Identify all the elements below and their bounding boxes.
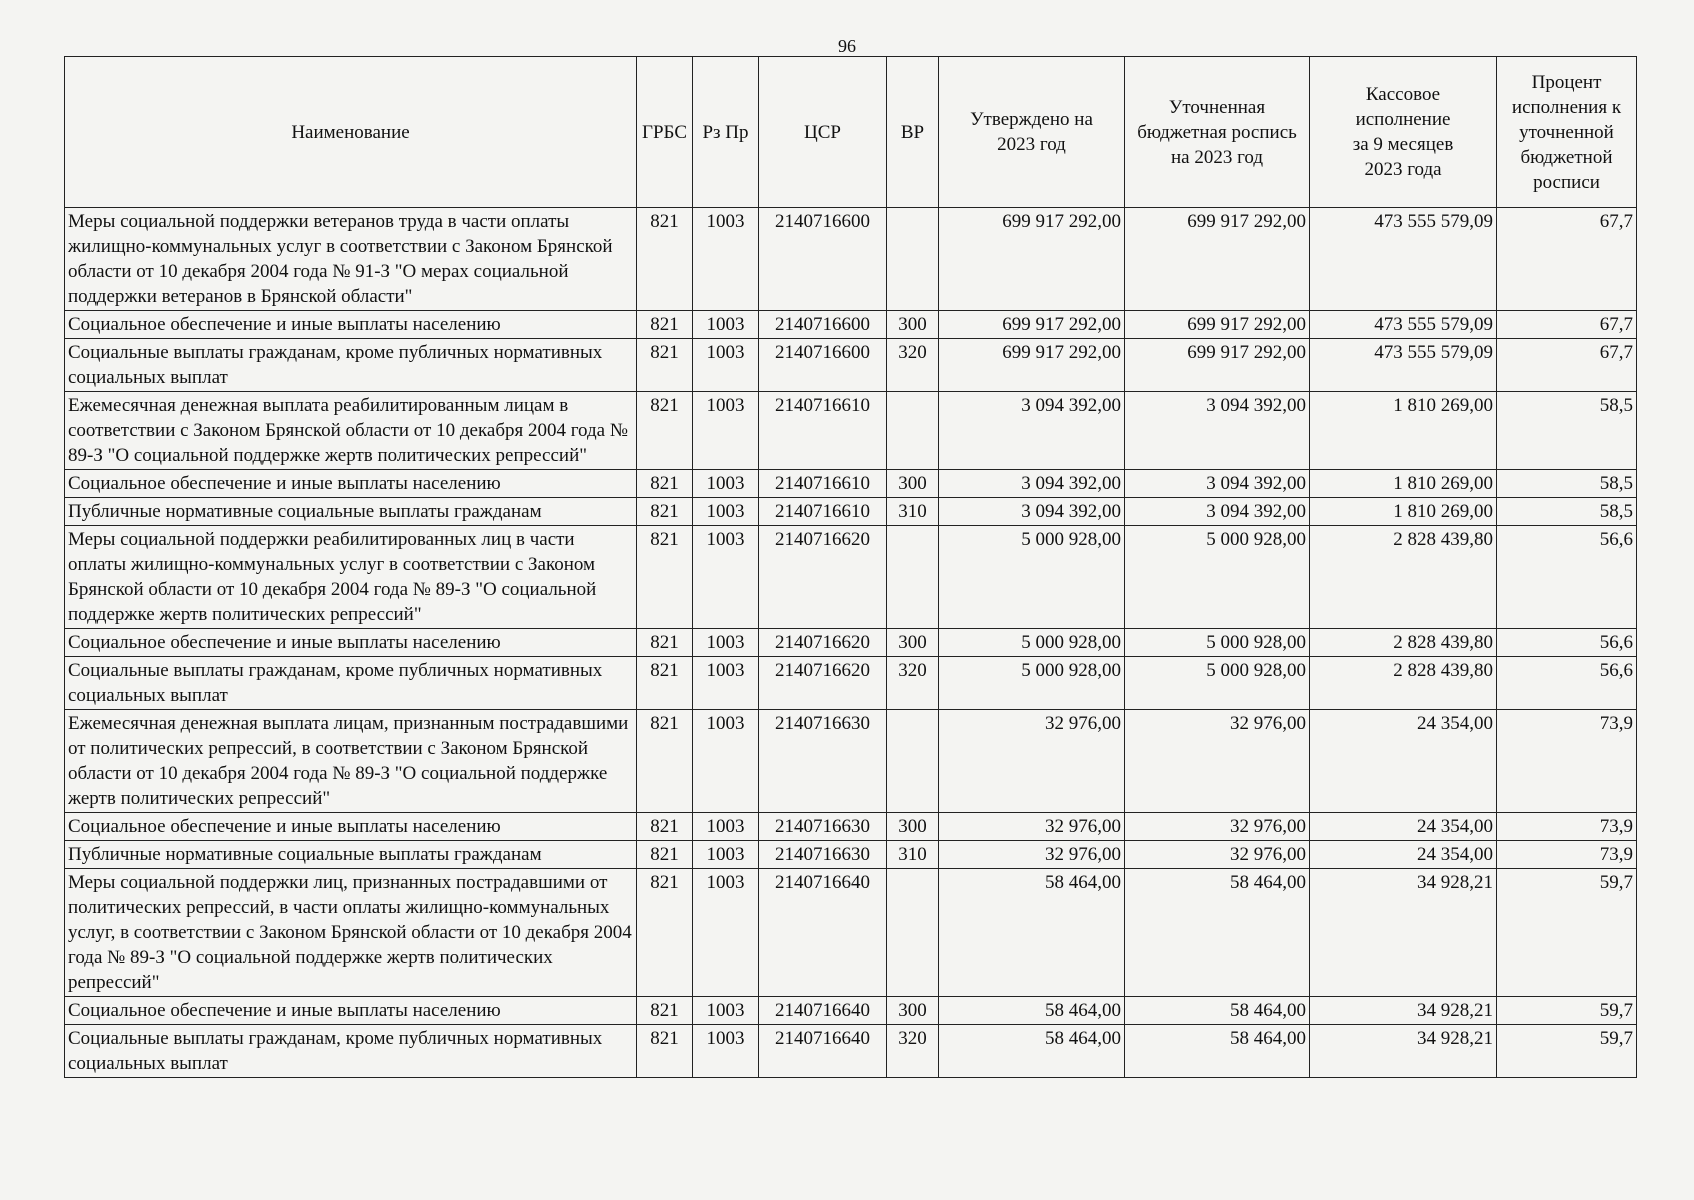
cell-csr: 2140716600: [759, 339, 887, 392]
cell-approved: 58 464,00: [939, 869, 1125, 997]
cell-percent: 56,6: [1497, 526, 1637, 629]
cell-cash: 1 810 269,00: [1310, 392, 1497, 470]
cell-grbs: 821: [637, 208, 693, 311]
cell-grbs: 821: [637, 657, 693, 710]
cell-grbs: 821: [637, 339, 693, 392]
cell-grbs: 821: [637, 526, 693, 629]
cell-csr: 2140716630: [759, 841, 887, 869]
cell-refined: 58 464,00: [1125, 869, 1310, 997]
cell-vr: [887, 869, 939, 997]
cell-approved: 58 464,00: [939, 997, 1125, 1025]
header-approved: Утверждено на 2023 год: [939, 57, 1125, 208]
cell-cash: 34 928,21: [1310, 869, 1497, 997]
cell-approved: 5 000 928,00: [939, 629, 1125, 657]
cell-csr: 2140716620: [759, 657, 887, 710]
table-row: [65, 1025, 1637, 1078]
cell-approved: 58 464,00: [939, 1025, 1125, 1078]
table-row: [65, 311, 1637, 339]
cell-refined: 699 917 292,00: [1125, 339, 1310, 392]
cell-rzpr: 1003: [693, 392, 759, 470]
cell-csr: 2140716640: [759, 1025, 887, 1078]
cell-percent: 59,7: [1497, 1025, 1637, 1078]
header-percent: Процент исполнения к уточненной бюджетной росписи: [1497, 57, 1637, 208]
cell-csr: 2140716630: [759, 813, 887, 841]
cell-grbs: 821: [637, 997, 693, 1025]
cell-grbs: 821: [637, 498, 693, 526]
cell-rzpr: 1003: [693, 841, 759, 869]
table-row: [65, 869, 1637, 997]
cell-rzpr: 1003: [693, 498, 759, 526]
cell-name: Социальные выплаты гражданам, кроме публичных нормативных социальных выплат: [65, 339, 637, 392]
header-vr: ВР: [887, 57, 939, 208]
cell-grbs: 821: [637, 392, 693, 470]
cell-percent: 67,7: [1497, 311, 1637, 339]
cell-name: Социальное обеспечение и иные выплаты населению: [65, 311, 637, 339]
cell-refined: 699 917 292,00: [1125, 208, 1310, 311]
header-grbs: ГРБС: [637, 57, 693, 208]
cell-grbs: 821: [637, 710, 693, 813]
cell-refined: 5 000 928,00: [1125, 657, 1310, 710]
cell-rzpr: 1003: [693, 311, 759, 339]
table-row: [65, 710, 1637, 813]
cell-csr: 2140716610: [759, 392, 887, 470]
cell-name: Социальное обеспечение и иные выплаты населению: [65, 470, 637, 498]
table-row: [65, 339, 1637, 392]
cell-vr: 300: [887, 629, 939, 657]
cell-grbs: 821: [637, 311, 693, 339]
cell-cash: 473 555 579,09: [1310, 339, 1497, 392]
header-rzpr: Рз Пр: [693, 57, 759, 208]
table-row: [65, 498, 1637, 526]
cell-name: Социальное обеспечение и иные выплаты населению: [65, 997, 637, 1025]
cell-approved: 699 917 292,00: [939, 208, 1125, 311]
cell-percent: 59,7: [1497, 869, 1637, 997]
cell-percent: 58,5: [1497, 498, 1637, 526]
cell-cash: 473 555 579,09: [1310, 311, 1497, 339]
cell-percent: 67,7: [1497, 208, 1637, 311]
cell-cash: 24 354,00: [1310, 710, 1497, 813]
cell-csr: 2140716610: [759, 470, 887, 498]
cell-vr: 320: [887, 1025, 939, 1078]
cell-csr: 2140716600: [759, 311, 887, 339]
cell-csr: 2140716630: [759, 710, 887, 813]
cell-csr: 2140716600: [759, 208, 887, 311]
cell-approved: 5 000 928,00: [939, 526, 1125, 629]
cell-cash: 1 810 269,00: [1310, 498, 1497, 526]
table-body: [65, 208, 1637, 1078]
cell-refined: 3 094 392,00: [1125, 498, 1310, 526]
table-row: [65, 470, 1637, 498]
cell-vr: 300: [887, 997, 939, 1025]
cell-approved: 32 976,00: [939, 841, 1125, 869]
cell-rzpr: 1003: [693, 629, 759, 657]
cell-cash: 24 354,00: [1310, 841, 1497, 869]
table-row: [65, 657, 1637, 710]
cell-percent: 67,7: [1497, 339, 1637, 392]
cell-vr: 310: [887, 841, 939, 869]
cell-cash: 24 354,00: [1310, 813, 1497, 841]
cell-percent: 56,6: [1497, 657, 1637, 710]
cell-cash: 34 928,21: [1310, 997, 1497, 1025]
cell-name: Публичные нормативные социальные выплаты гражданам: [65, 841, 637, 869]
cell-name: Ежемесячная денежная выплата реабилитированным лицам в соответствии с Законом Брянской области от 10 декабря 2004 года № 89-З "О социальной поддержке жертв политических репрессий": [65, 392, 637, 470]
cell-cash: 2 828 439,80: [1310, 657, 1497, 710]
cell-vr: 300: [887, 470, 939, 498]
cell-vr: 320: [887, 657, 939, 710]
cell-refined: 3 094 392,00: [1125, 470, 1310, 498]
cell-name: Социальное обеспечение и иные выплаты населению: [65, 813, 637, 841]
cell-percent: 58,5: [1497, 470, 1637, 498]
cell-rzpr: 1003: [693, 1025, 759, 1078]
cell-name: Социальное обеспечение и иные выплаты населению: [65, 629, 637, 657]
cell-approved: 3 094 392,00: [939, 392, 1125, 470]
budget-table: [64, 56, 1637, 1078]
cell-cash: 34 928,21: [1310, 1025, 1497, 1078]
cell-cash: 2 828 439,80: [1310, 526, 1497, 629]
cell-vr: [887, 710, 939, 813]
cell-approved: 699 917 292,00: [939, 339, 1125, 392]
cell-cash: 473 555 579,09: [1310, 208, 1497, 311]
cell-csr: 2140716610: [759, 498, 887, 526]
cell-name: Социальные выплаты гражданам, кроме публичных нормативных социальных выплат: [65, 1025, 637, 1078]
cell-rzpr: 1003: [693, 710, 759, 813]
cell-percent: 73,9: [1497, 813, 1637, 841]
cell-vr: 300: [887, 813, 939, 841]
cell-percent: 73,9: [1497, 710, 1637, 813]
cell-vr: 300: [887, 311, 939, 339]
cell-rzpr: 1003: [693, 813, 759, 841]
cell-approved: 3 094 392,00: [939, 498, 1125, 526]
cell-refined: 32 976,00: [1125, 813, 1310, 841]
cell-percent: 59,7: [1497, 997, 1637, 1025]
cell-rzpr: 1003: [693, 208, 759, 311]
cell-refined: 5 000 928,00: [1125, 629, 1310, 657]
table-row: [65, 526, 1637, 629]
cell-vr: [887, 526, 939, 629]
cell-csr: 2140716620: [759, 629, 887, 657]
cell-grbs: 821: [637, 629, 693, 657]
table-row: [65, 841, 1637, 869]
cell-rzpr: 1003: [693, 470, 759, 498]
cell-approved: 3 094 392,00: [939, 470, 1125, 498]
cell-refined: 699 917 292,00: [1125, 311, 1310, 339]
cell-cash: 2 828 439,80: [1310, 629, 1497, 657]
table-row: [65, 392, 1637, 470]
cell-approved: 32 976,00: [939, 813, 1125, 841]
table-row: [65, 813, 1637, 841]
page-number: 96: [838, 36, 856, 56]
cell-approved: 5 000 928,00: [939, 657, 1125, 710]
cell-rzpr: 1003: [693, 526, 759, 629]
cell-grbs: 821: [637, 841, 693, 869]
cell-name: Меры социальной поддержки реабилитированных лиц в части оплаты жилищно-коммунальных услуг в соответствии с Законом Брянской области от 10 декабря 2004 года № 89-З "О социальной поддержке жертв политических репрессий": [65, 526, 637, 629]
cell-refined: 58 464,00: [1125, 1025, 1310, 1078]
cell-approved: 699 917 292,00: [939, 311, 1125, 339]
cell-csr: 2140716640: [759, 997, 887, 1025]
table-row: [65, 997, 1637, 1025]
cell-vr: 320: [887, 339, 939, 392]
cell-rzpr: 1003: [693, 997, 759, 1025]
cell-grbs: 821: [637, 470, 693, 498]
cell-grbs: 821: [637, 1025, 693, 1078]
cell-name: Меры социальной поддержки лиц, признанных пострадавшими от политических репрессий, в части оплаты жилищно-коммунальных услуг, в соответствии с Законом Брянской области от 10 декабря 2004 года № 89-З "О социальной поддержке жертв политических репрессий": [65, 869, 637, 997]
cell-refined: 58 464,00: [1125, 997, 1310, 1025]
cell-vr: [887, 208, 939, 311]
cell-cash: 1 810 269,00: [1310, 470, 1497, 498]
header-refined: Уточненная бюджетная роспись на 2023 год: [1125, 57, 1310, 208]
cell-rzpr: 1003: [693, 657, 759, 710]
cell-csr: 2140716620: [759, 526, 887, 629]
cell-name: Публичные нормативные социальные выплаты гражданам: [65, 498, 637, 526]
header-name: Наименование: [65, 57, 637, 208]
cell-csr: 2140716640: [759, 869, 887, 997]
header-csr: ЦСР: [759, 57, 887, 208]
cell-name: Меры социальной поддержки ветеранов труда в части оплаты жилищно-коммунальных услуг в соответствии с Законом Брянской области от 10 декабря 2004 года № 91-З "О мерах социальной поддержки ветеранов в Брянской области": [65, 208, 637, 311]
cell-refined: 32 976,00: [1125, 710, 1310, 813]
table-header-row: [65, 57, 1637, 208]
cell-percent: 73,9: [1497, 841, 1637, 869]
cell-vr: [887, 392, 939, 470]
cell-refined: 3 094 392,00: [1125, 392, 1310, 470]
cell-refined: 32 976,00: [1125, 841, 1310, 869]
header-cash: Кассовое исполнение за 9 месяцев 2023 года: [1310, 57, 1497, 208]
cell-refined: 5 000 928,00: [1125, 526, 1310, 629]
cell-name: Ежемесячная денежная выплата лицам, признанным пострадавшими от политических репрессий, в соответствии с Законом Брянской области от 10 декабря 2004 года № 89-З "О социальной поддержке жертв политических репрессий": [65, 710, 637, 813]
cell-percent: 58,5: [1497, 392, 1637, 470]
cell-percent: 56,6: [1497, 629, 1637, 657]
cell-rzpr: 1003: [693, 339, 759, 392]
cell-grbs: 821: [637, 813, 693, 841]
cell-grbs: 821: [637, 869, 693, 997]
cell-rzpr: 1003: [693, 869, 759, 997]
cell-approved: 32 976,00: [939, 710, 1125, 813]
cell-vr: 310: [887, 498, 939, 526]
table-row: [65, 629, 1637, 657]
cell-name: Социальные выплаты гражданам, кроме публичных нормативных социальных выплат: [65, 657, 637, 710]
table-row: [65, 208, 1637, 311]
